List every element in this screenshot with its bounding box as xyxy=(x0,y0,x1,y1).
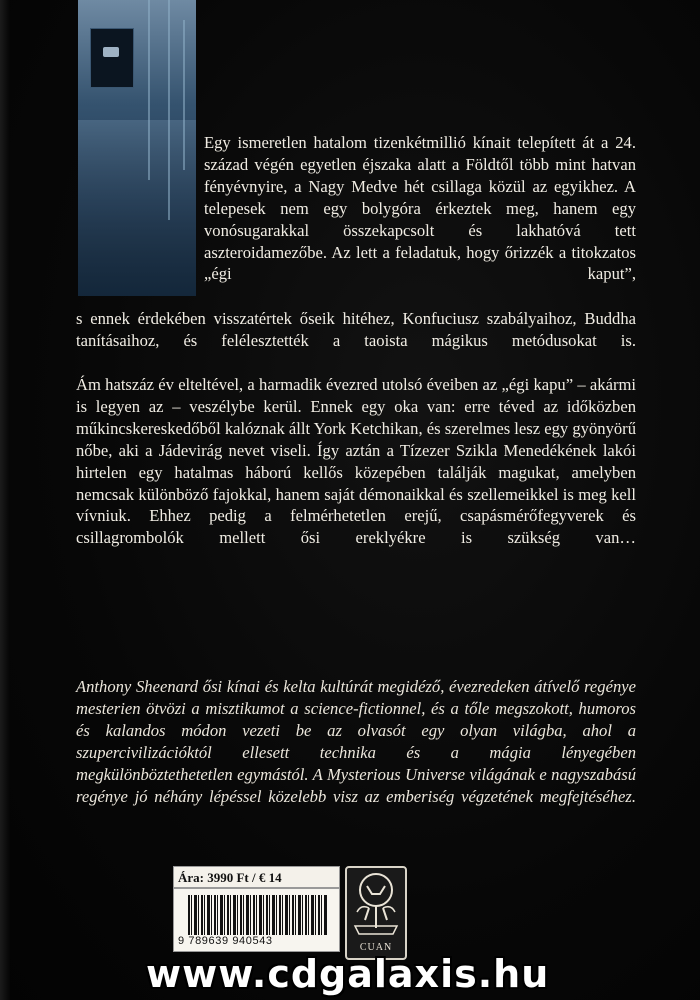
illustration-beam xyxy=(148,0,150,180)
description-paragraph-1-top: Egy ismeretlen hatalom tizenkétmillió kínait telepített át a 24. század végén egyetlen éjszaka alatt a Földtől több mint hatvan fényévnyire, a Nagy Medve hét csillaga közül az egyikhez. A telepesek nem egy bolygóra érkeztek meg, hanem egy vonósugarakkal összekapcsolt és lakhatóvá tett aszteroidamezőbe. Az lett a feladatuk, hogy őrizzék a titokzatos „égi kaput”, xyxy=(204,133,636,284)
illustration-cloud xyxy=(78,120,196,296)
isbn-digits: 9 789639 940543 xyxy=(178,935,273,947)
description-paragraph-2: Ám hatszáz év elteltével, a harmadik évezred utolsó éveiben az „égi kapu” – akármi is legyen az – veszélybe kerül. Ennek egy oka van: erre téved az időközben műkincskereskedőből kalóznak állt York Ketchikan, és szerelmes lesz egy gyönyörű nőbe, aki a Jádevirág nevet viseli. Így aztán a Tízezer Szikla Menedékének lakói hirtelen egy hatalmas háború kellős közepében találják magukat, amelyben nemcsak különböző fajokkal, hanem saját démonaikkal és szellemeikkel is meg kell vívniuk. Ehhez pedig a felmérhetetlen erejű, csapásmérőfegyverek és csillagrombolók mellett ősi ereklyékre is szükség van… xyxy=(76,375,636,548)
illustration-beam xyxy=(168,0,170,220)
ship-emblem xyxy=(103,47,119,57)
illustration-beam xyxy=(183,20,185,170)
publisher-name: CUAN xyxy=(359,942,393,953)
description-paragraph-1-bottom: s ennek érdekében visszatértek őseik hitéhez, Konfuciusz szabályaihoz, Buddha tanításaihoz, és felélesztették a taoista mágikus metódusokat is. xyxy=(76,309,636,350)
isbn-barcode xyxy=(173,888,340,952)
author-blurb: Anthony Sheenard ősi kínai és kelta kultúrát megidéző, évezredeken átívelő regénye mesterien ötvözi a misztikumot a science-fictionnel, és a tőle megszokott, humoros és kalandos módon vezeti be az olvasót egy olyan világba, ahol a szupercivilizációktól ellesett technika és a mágia lényegében megkülönböztethetetlen egymástól. A Mysterious Universe világának e nagyszabású regénye jó néhány lépéssel közelebb visz az emberiség végzetének megfejtéséhez. xyxy=(76,677,636,806)
barcode-bars xyxy=(188,895,328,935)
website-watermark: www.cdgalaxis.hu xyxy=(146,952,550,996)
spine-edge xyxy=(0,0,10,1000)
cover-illustration xyxy=(78,0,196,296)
deer-emblem-icon xyxy=(347,868,405,942)
illustration-ship xyxy=(90,28,134,88)
publisher-logo xyxy=(345,866,407,960)
price-label: Ára: 3990 Ft / € 14 xyxy=(173,866,340,888)
